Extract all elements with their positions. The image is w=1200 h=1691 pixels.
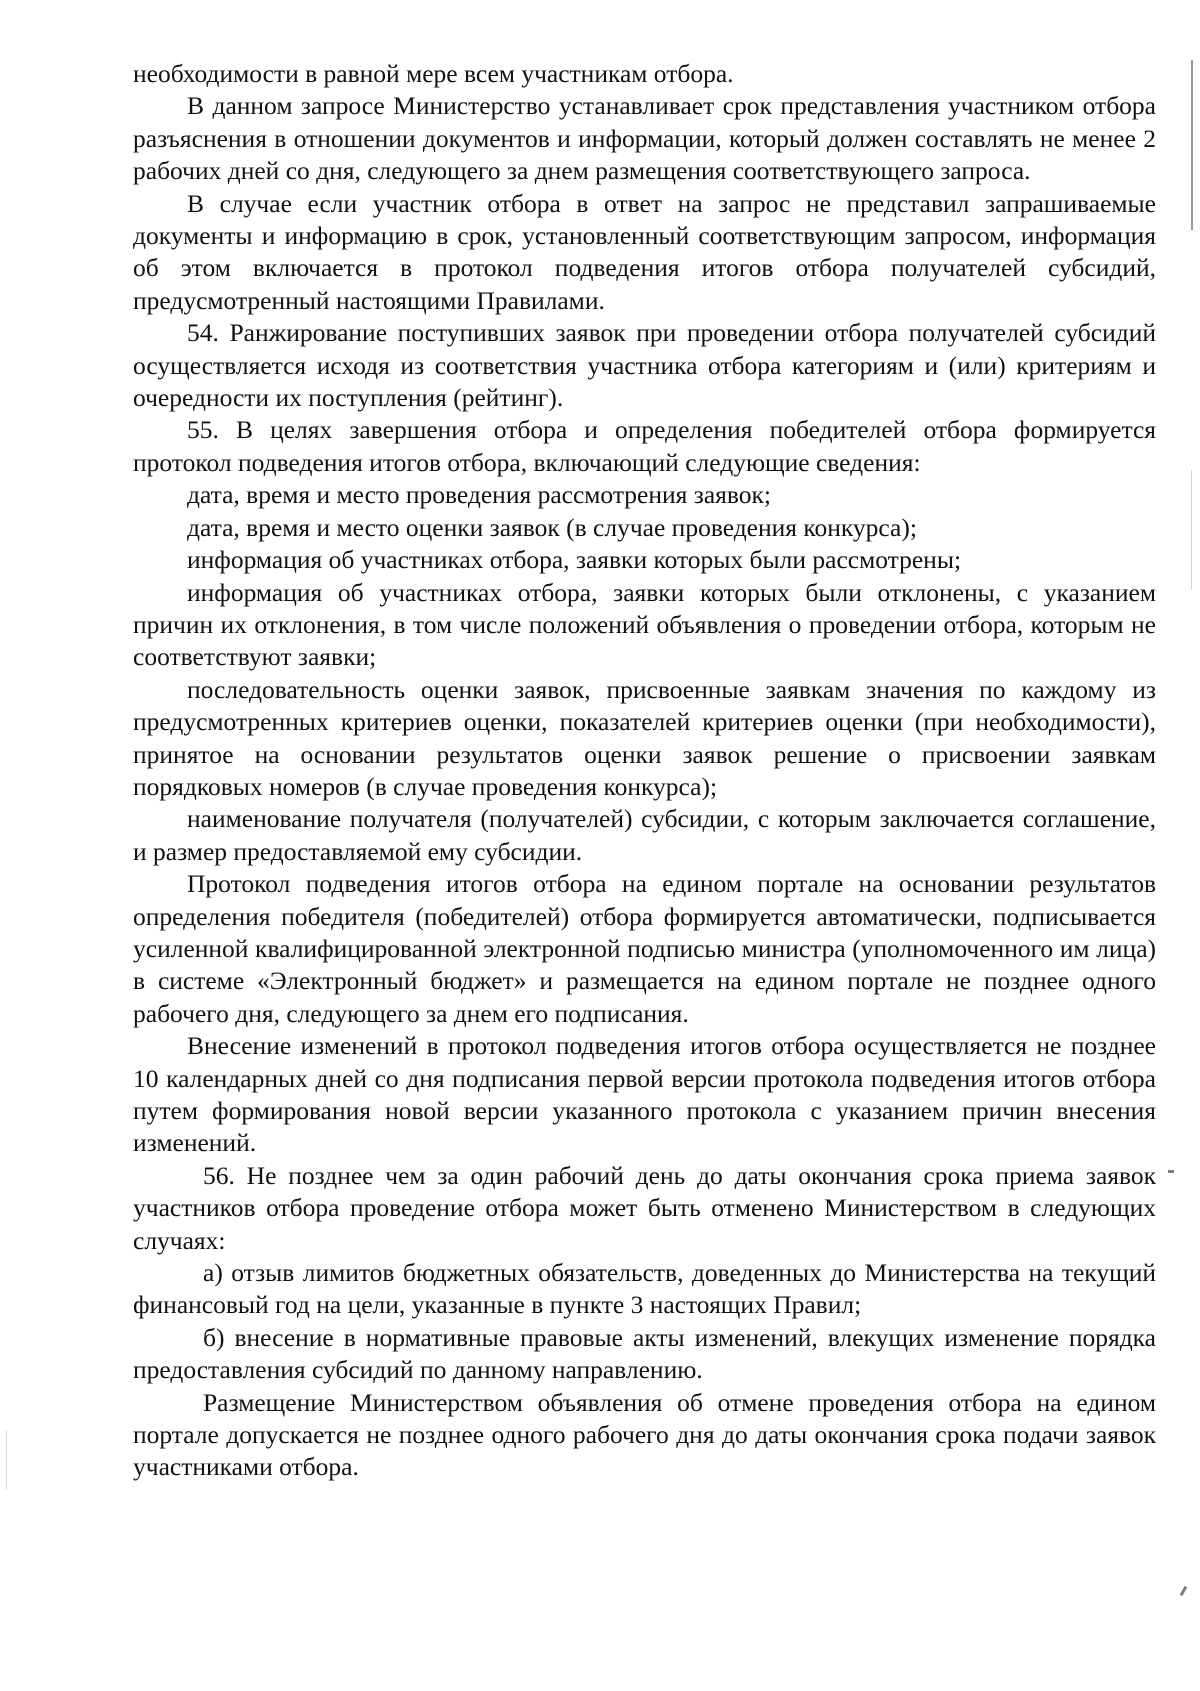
- list-item-a-limits: а) отзыв лимитов бюджетных обязательств, доведенных до Министерства на текущий финансовый год на цели, указанные в пункте 3 настоящих Правил;: [133, 1258, 1156, 1320]
- paragraph-continuation: необходимости в равной мере всем участникам отбора.: [133, 59, 734, 88]
- paragraph-55-protocol: 55. В целях завершения отбора и определения победителей отбора формируется протокол подведения итогов отбора, включающий следующие сведения:: [133, 415, 1156, 477]
- list-item-evaluation-date: дата, время и место оценки заявок (в случае проведения конкурса);: [187, 512, 917, 542]
- paragraph-request-deadline: В данном запросе Министерство устанавливает срок представления участником отбора разъяснения в отношении документов и информации, который должен составлять не менее 2 рабочих дней со дня, следующего за днем размещения соответствующего запроса.: [133, 91, 1156, 186]
- paragraph-protocol-changes: Внесение изменений в протокол подведения итогов отбора осуществляется не позднее 10 календарных дней со дня подписания первой версии протокола подведения итогов отбора путем формирования новой версии указанного протокола с указанием причин внесения изменений.: [133, 1031, 1156, 1158]
- paragraph-54-ranking: 54. Ранжирование поступивших заявок при проведении отбора получателей субсидий осуществляется исходя из соответствия участника отбора категориям и (или) критериям и очередности их поступления (рейтинг).: [133, 318, 1156, 413]
- scan-edge-mark: [1191, 60, 1193, 230]
- scan-edge-mark: [6, 1430, 7, 1490]
- document-page: [133, 58, 1156, 1484]
- list-item-b-regulations: б) внесение в нормативные правовые акты изменений, влекущих изменение порядка предоставления субсидий по данному направлению.: [133, 1322, 1156, 1385]
- paragraph-protocol-signing: Протокол подведения итогов отбора на едином портале на основании результатов определения победителя (победителей) отбора формируется автоматически, подписывается усиленной квалифицированной электронной подписью министра (уполномоченного им лица) в системе «Электронный бюджет» и размещается на едином портале не позднее одного рабочего дня, следующего за днем его подписания.: [133, 869, 1156, 1028]
- scan-edge-mark: [1191, 470, 1192, 590]
- scan-edge-mark: [1180, 1586, 1188, 1596]
- scan-edge-mark: [1168, 1170, 1174, 1173]
- paragraph-cancellation-notice: Размещение Министерством объявления об отмене проведения отбора на едином портале допускается не позднее одного рабочего дня до даты окончания срока подачи заявок участниками отбора.: [133, 1387, 1156, 1482]
- list-item-rejected-participants: информация об участниках отбора, заявки которых были отклонены, с указанием причин их отклонения, в том числе положений объявления о проведении отбора, которым не соответствуют заявки;: [133, 577, 1156, 672]
- list-item-recipient-name: наименование получателя (получателей) субсидии, с которым заключается соглашение, и размер предоставляемой ему субсидии.: [133, 804, 1156, 866]
- list-item-review-date: дата, время и место проведения рассмотрения заявок;: [187, 480, 771, 510]
- list-item-reviewed-participants: информация об участниках отбора, заявки которых были рассмотрены;: [187, 545, 962, 575]
- paragraph-no-response: В случае если участник отбора в ответ на запрос не представил запрашиваемые документы и информацию в срок, установленный соответствующим запросом, информация об этом включается в протокол подведения итогов отбора получателей субсидий, предусмотренный настоящими Правилами.: [133, 188, 1156, 315]
- paragraph-56-cancellation: 56. Не позднее чем за один рабочий день до даты окончания срока приема заявок участников отбора проведение отбора может быть отменено Министерством в следующих случаях:: [133, 1160, 1156, 1255]
- list-item-evaluation-sequence: последовательность оценки заявок, присвоенные заявкам значения по каждому из предусмотренных критериев оценки, показателей критериев оценки (при необходимости), принятое на основании результатов оценки заявок решение о присвоении заявкам порядковых номеров (в случае проведения конкурса);: [133, 674, 1156, 801]
